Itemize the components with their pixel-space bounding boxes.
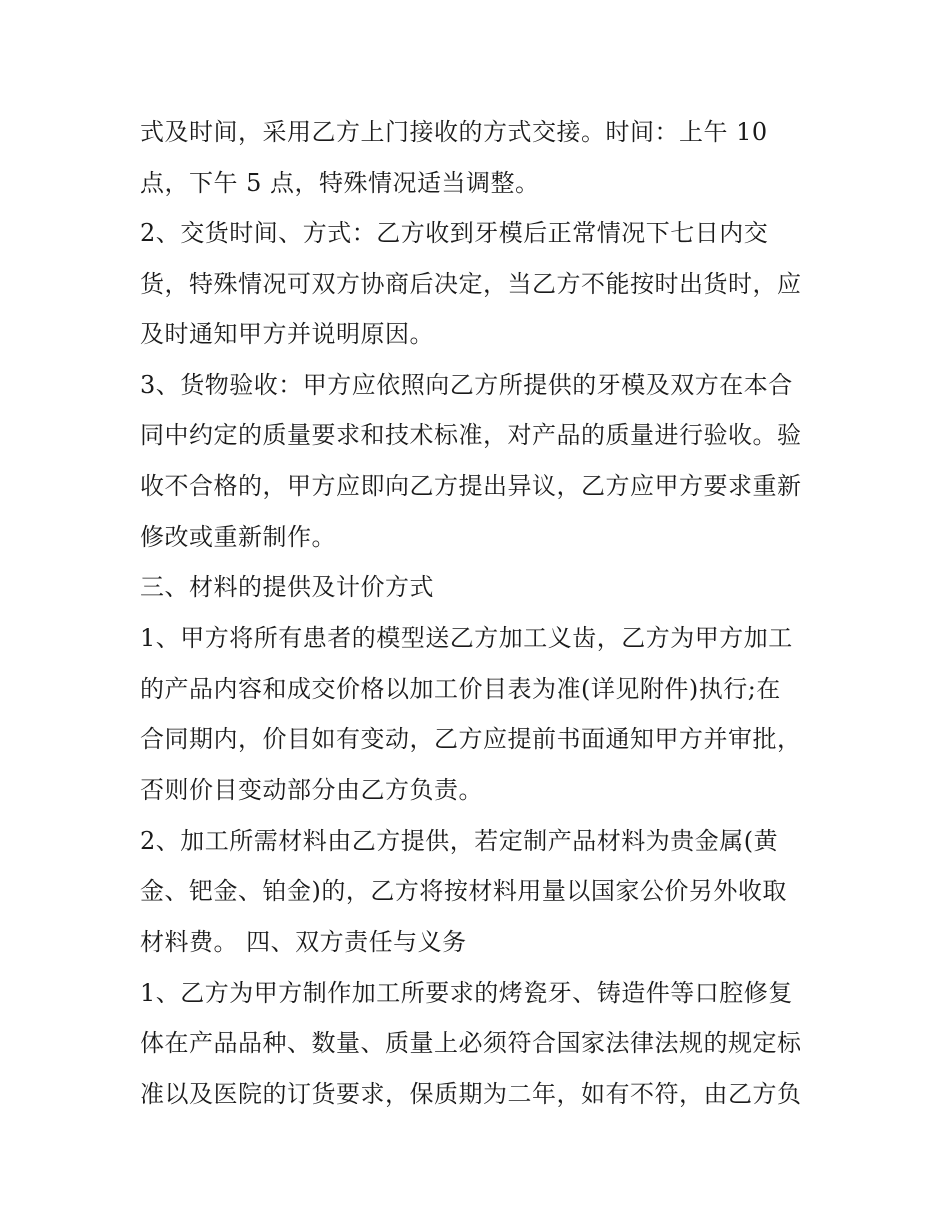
text-line: 材料费。 四、双方责任与义务 bbox=[140, 928, 467, 956]
text-line: 及时通知甲方并说明原因。 bbox=[140, 320, 434, 348]
text-line: 1、甲方将所有患者的模型送乙方加工义齿，乙方为甲方加工 bbox=[140, 624, 793, 652]
text-line: 准以及医院的订货要求，保质期为二年，如有不符，由乙方负 bbox=[140, 1080, 802, 1108]
section-heading: 三、材料的提供及计价方式 bbox=[140, 573, 434, 601]
text-line: 收不合格的，甲方应即向乙方提出异议，乙方应甲方要求重新 bbox=[140, 472, 802, 500]
text-line: 点，下午 5 点，特殊情况适当调整。 bbox=[140, 169, 540, 197]
text-line: 的产品内容和成交价格以加工价目表为准(详见附件)执行;在 bbox=[140, 675, 781, 703]
text-line: 1、乙方为甲方制作加工所要求的烤瓷牙、铸造件等口腔修复 bbox=[140, 979, 793, 1007]
text-line: 式及时间，采用乙方上门接收的方式交接。时间：上午 10 bbox=[140, 118, 768, 146]
text-line: 2、加工所需材料由乙方提供，若定制产品材料为贵金属(黄 bbox=[140, 827, 779, 855]
text-line: 金、钯金、铂金)的，乙方将按材料用量以国家公价另外收取 bbox=[140, 877, 787, 905]
text-line: 同中约定的质量要求和技术标准，对产品的质量进行验收。验 bbox=[140, 421, 802, 449]
text-line: 货，特殊情况可双方协商后决定，当乙方不能按时出货时，应 bbox=[140, 270, 802, 298]
text-line: 合同期内，价目如有变动，乙方应提前书面通知甲方并审批， bbox=[140, 725, 802, 753]
text-line: 体在产品品种、数量、质量上必须符合国家法律法规的规定标 bbox=[140, 1029, 802, 1057]
text-line: 3、货物验收：甲方应依照向乙方所提供的牙模及双方在本合 bbox=[140, 371, 793, 399]
text-line: 2、交货时间、方式：乙方收到牙模后正常情况下七日内交 bbox=[140, 219, 769, 247]
text-line: 修改或重新制作。 bbox=[140, 523, 336, 551]
text-line: 否则价目变动部分由乙方负责。 bbox=[140, 776, 483, 804]
